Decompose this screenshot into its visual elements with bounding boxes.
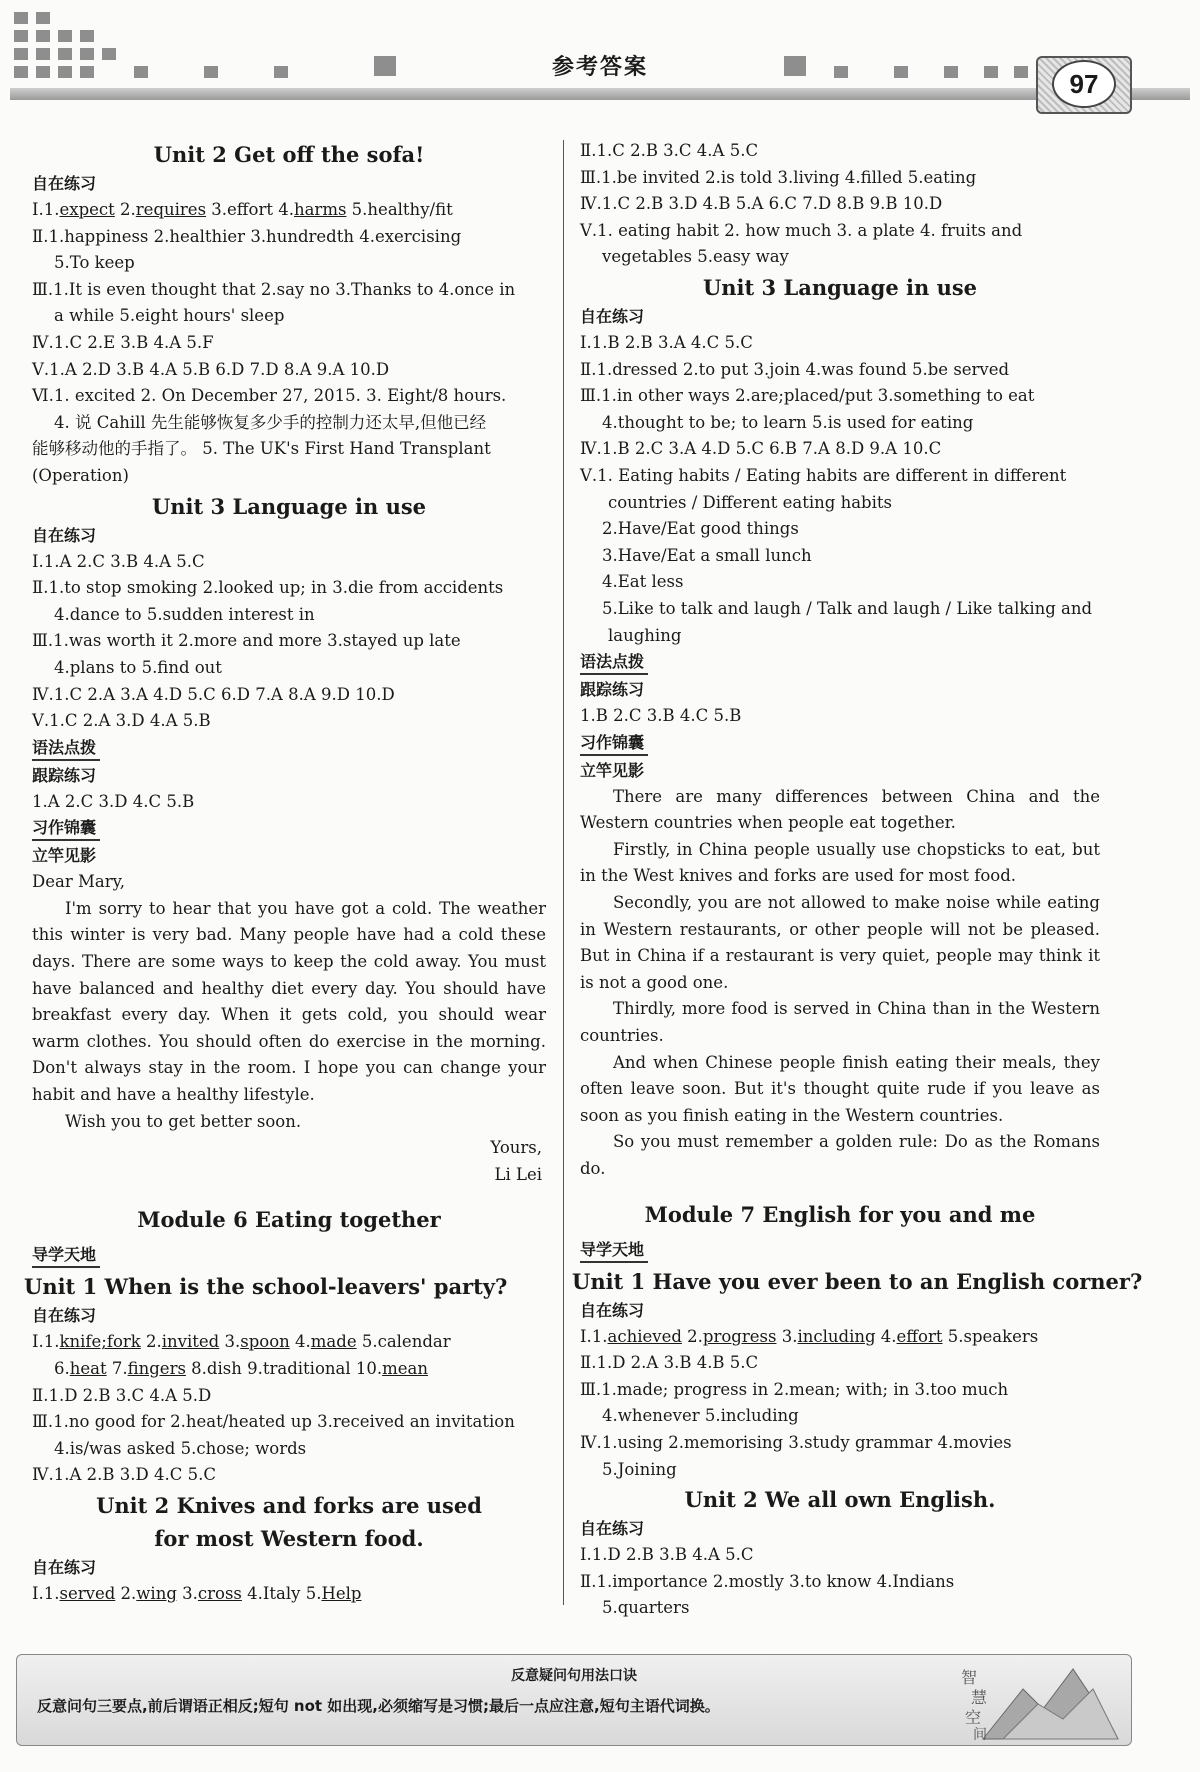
answer-line: Ⅲ.1.It is even thought that 2.say no 3.Thanks to 4.once in (32, 279, 516, 299)
section-label: 跟踪练习 (32, 765, 97, 785)
unit-heading-cont: for most Western food. (154, 1525, 424, 1551)
answer-line: Ⅱ.1.happiness 2.healthier 3.hundredth 4.exercising (32, 226, 462, 246)
unit-heading: Unit 2 Get off the sofa! (153, 142, 425, 167)
answer-line: Ⅳ.1.C 2.B 3.D 4.B 5.A 6.C 7.D 8.B 9.B 10.D (580, 194, 943, 214)
header-title: 参考答案 (551, 54, 648, 80)
answer-line: 5.Like to talk and laugh / Talk and laugh / Like talking and (602, 598, 1093, 618)
essay-paragraph: Thirdly, more food is served in China than in the Western countries. (580, 999, 1100, 1046)
section-label: 跟踪练习 (580, 680, 645, 700)
unit-heading: Unit 3 Language in use (702, 274, 978, 300)
answer-line: 4.thought to be; to learn 5.is used for eating (602, 412, 974, 432)
answer-line: 6.heat 7.fingers 8.dish 9.traditional 10.mean (54, 1359, 428, 1378)
answer-line: 5.quarters (602, 1598, 690, 1618)
answer-line: Ⅴ.1.A 2.D 3.B 4.A 5.B 6.D 7.D 8.A 9.A 10.D (32, 359, 390, 379)
art-label-char: 空 (965, 1708, 982, 1727)
answer-line: Ⅲ.1.no good for 2.heat/heated up 3.received an invitation (32, 1412, 515, 1432)
page-number: 97 (1052, 60, 1116, 108)
answer-line: Ⅰ.1.achieved 2.progress 3.including 4.effort 5.speakers (580, 1326, 1039, 1346)
essay-paragraph: There are many differences between China and the Western countries when people eat together. (580, 786, 1100, 833)
answer-line: 4. 说 Cahill 先生能够恢复多少手的控制力还太早,但他已经 (54, 412, 487, 432)
grammar-box-label: 语法点拨 (32, 737, 100, 761)
letter-closing: Wish you to get better soon. (65, 1111, 302, 1131)
wisdom-space-illustration (943, 1659, 1123, 1741)
answer-line: 1.B 2.C 3.B 4.C 5.B (580, 706, 742, 726)
unit-heading: Unit 2 We all own English. (684, 1487, 996, 1513)
essay-paragraph: So you must remember a golden rule: Do as the Romans do. (580, 1132, 1100, 1178)
answer-line: Ⅳ.1.A 2.B 3.D 4.C 5.C (32, 1465, 216, 1485)
header-band (10, 88, 1190, 100)
section-label: 自在练习 (580, 1300, 645, 1320)
footer-title: 反意疑问句用法口诀 (511, 1668, 637, 1684)
answer-line: 5.Joining (602, 1459, 677, 1479)
unit-heading: Unit 1 When is the school-leavers' party? (24, 1274, 508, 1300)
page-header (0, 0, 1200, 112)
answer-line: Ⅱ.1.importance 2.mostly 3.to know 4.Indians (580, 1571, 955, 1591)
answer-line: Ⅲ.1.in other ways 2.are;placed/put 3.something to eat (580, 386, 1035, 406)
letter-body: I'm sorry to hear that you have got a cold. The weather this winter is very bad. Many people have had a cold these days. There are some ways to keep the cold away. You must have balanced and healthy diet every day. You should have breakfast every day. When it gets cold, you should wear warm clothes. You should often do exercise in the morning. Don't always stay in the room. I hope you can change your habit and have a healthy lifestyle. (32, 898, 546, 1105)
answer-line: Ⅱ.1.D 2.A 3.B 4.B 5.C (580, 1353, 759, 1373)
answer-line: Ⅱ.1.C 2.B 3.C 4.A 5.C (580, 141, 759, 160)
module-heading: Module 6 Eating together (137, 1207, 441, 1233)
answer-line: Ⅰ.1.A 2.C 3.B 4.A 5.C (32, 551, 205, 571)
answer-line: Ⅰ.1.D 2.B 3.B 4.A 5.C (580, 1545, 754, 1565)
answer-line: Ⅱ.1.to stop smoking 2.looked up; in 3.die from accidents (32, 578, 504, 598)
guide-box-label: 导学天地 (32, 1244, 100, 1268)
answer-line: Ⅲ.1.be invited 2.is told 3.living 4.filled 5.eating (580, 167, 977, 187)
answer-line: 4.whenever 5.including (602, 1406, 799, 1426)
section-label: 自在练习 (580, 1519, 645, 1539)
answer-line: Ⅰ.1.expect 2.requires 3.effort 4.harms 5.healthy/fit (32, 200, 453, 219)
answer-line: Ⅳ.1.using 2.memorising 3.study grammar 4.movies (580, 1432, 1012, 1452)
answer-line: Ⅰ.1.served 2.wing 3.cross 4.Italy 5.Help (32, 1583, 362, 1603)
left-column (24, 138, 546, 1608)
letter-signature: Li Lei (494, 1164, 542, 1184)
essay-paragraph: Firstly, in China people usually use chopsticks to eat, but in the West knives and forks are used for most food. (580, 839, 1100, 886)
section-label: 立竿见影 (580, 760, 645, 780)
answer-line: Ⅳ.1.B 2.C 3.A 4.D 5.C 6.B 7.A 8.D 9.A 10.C (580, 439, 942, 459)
essay-paragraph: Secondly, you are not allowed to make noise while eating in Western restaurants, or other people will not be pleased. But in China if a restaurant is very quiet, people may think it is not a good one. (580, 893, 1100, 992)
section-label: 自在练习 (32, 1557, 97, 1577)
answer-line: Ⅴ.1.C 2.A 3.D 4.A 5.B (32, 711, 211, 731)
answer-line: Ⅴ.1. eating habit 2. how much 3. a plate 4. fruits and (580, 220, 1023, 240)
answer-line: countries / Different eating habits (608, 492, 892, 512)
unit-heading: Unit 3 Language in use (151, 493, 427, 519)
answer-line: Ⅲ.1.was worth it 2.more and more 3.stayed up late (32, 631, 461, 651)
letter-greeting: Dear Mary, (32, 872, 125, 892)
essay-paragraph: And when Chinese people finish eating their meals, they often leave soon. But it's thought quite rude if you leave as soon as you finish eating in the Western countries. (580, 1052, 1100, 1125)
answer-line: laughing (608, 625, 682, 645)
writing-box-label: 习作锦囊 (32, 817, 100, 841)
answer-line: vegetables 5.easy way (602, 247, 789, 267)
section-label: 自在练习 (32, 525, 97, 545)
answer-line: 4.plans to 5.find out (54, 657, 222, 677)
answer-line: Ⅰ.1.knife;fork 2.invited 3.spoon 4.made 5.calendar (32, 1332, 451, 1352)
unit-heading: Unit 2 Knives and forks are used (96, 1492, 482, 1518)
answer-line: Ⅰ.1.B 2.B 3.A 4.C 5.C (580, 332, 753, 352)
art-label-char: 间 (973, 1727, 987, 1741)
grammar-box-label: 语法点拨 (580, 651, 648, 675)
art-label-char: 智 (961, 1668, 978, 1687)
answer-line: 4.Eat less (602, 572, 684, 592)
answer-line: 1.A 2.C 3.D 4.C 5.B (32, 791, 195, 811)
answer-line: a while 5.eight hours' sleep (54, 306, 285, 326)
answer-line: (Operation) (32, 465, 129, 485)
answer-line: 5.To keep (54, 253, 135, 273)
answer-line: Ⅲ.1.made; progress in 2.mean; with; in 3.too much (580, 1379, 1009, 1399)
answer-line: Ⅱ.1.dressed 2.to put 3.join 4.was found 5.be served (580, 359, 1010, 379)
answer-line: Ⅴ.1. Eating habits / Eating habits are different in different (580, 465, 1067, 485)
footer-text: 反意问句三要点,前后谓语正相反;短句 not 如出现,必须缩写是习惯;最后一点应注意,短句主语代词换。 (37, 1697, 720, 1715)
footer-tip-box (16, 1654, 1132, 1746)
section-label: 自在练习 (32, 1306, 97, 1326)
unit-heading: Unit 1 Have you ever been to an English corner? (572, 1268, 1143, 1294)
answer-line: 2.Have/Eat good things (602, 519, 799, 539)
answer-line: Ⅵ.1. excited 2. On December 27, 2015. 3. Eight/8 hours. (32, 386, 507, 406)
section-label: 自在练习 (580, 306, 645, 326)
guide-box-label: 导学天地 (580, 1239, 648, 1263)
answer-line: 4.is/was asked 5.chose; words (54, 1438, 307, 1458)
writing-box-label: 习作锦囊 (580, 732, 648, 756)
section-label: 立竿见影 (32, 846, 97, 866)
answer-line: 4.dance to 5.sudden interest in (54, 604, 315, 624)
letter-sign-off: Yours, (490, 1138, 542, 1158)
answer-line: 能够移动他的手指了。 5. The UK's First Hand Transplant (32, 439, 491, 459)
answer-line: Ⅱ.1.D 2.B 3.C 4.A 5.D (32, 1385, 212, 1405)
answer-line: Ⅳ.1.C 2.E 3.B 4.A 5.F (32, 332, 214, 352)
module-heading: Module 7 English for you and me (644, 1201, 1036, 1227)
answer-line: Ⅳ.1.C 2.A 3.A 4.D 5.C 6.D 7.A 8.A 9.D 10.D (32, 684, 395, 704)
column-divider (563, 140, 564, 1605)
section-label: 自在练习 (32, 174, 97, 193)
art-label-char: 慧 (971, 1688, 988, 1707)
right-column (572, 138, 1143, 1622)
answer-line: 3.Have/Eat a small lunch (602, 545, 812, 565)
